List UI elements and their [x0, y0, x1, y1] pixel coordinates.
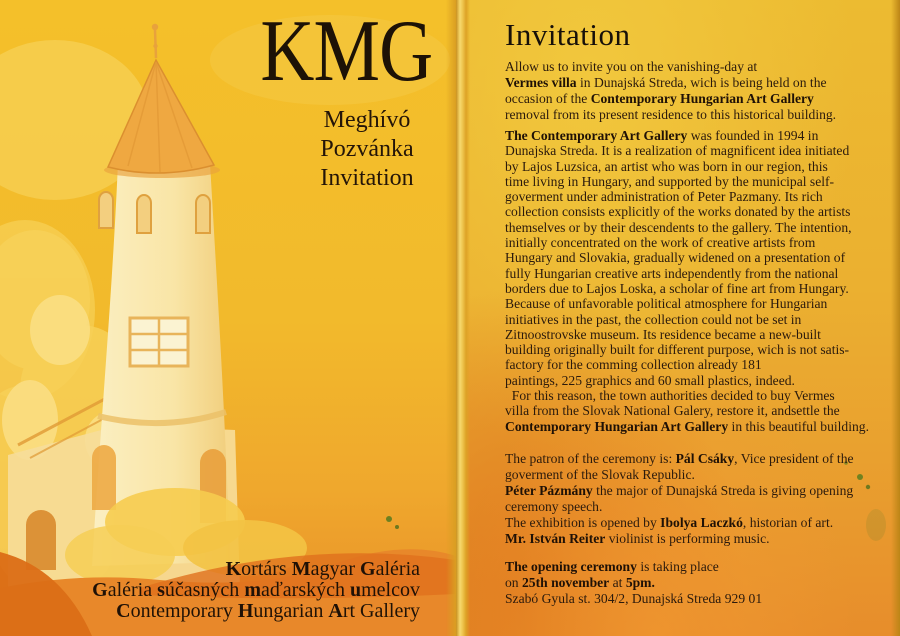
- text-line: [505, 373, 869, 388]
- text: in this beautiful building.: [728, 418, 869, 434]
- text: themselves or by their descendents to the gallery. The intention,: [505, 219, 852, 235]
- text: at: [609, 575, 626, 590]
- bold-text: Mr. István Reiter: [505, 531, 606, 546]
- text: ontemporary: [130, 600, 238, 622]
- text: Dunajska Streda. It is a realization of magnificent idea initiated: [505, 143, 850, 159]
- text: villa from the Slovak National Galery, restore it, andsettle the: [505, 403, 840, 419]
- text: is taking place: [636, 559, 719, 574]
- text: Because of unfavorable political atmosphere for Hungarian: [505, 296, 828, 312]
- text: goverment under administration of Peter Pazmany. Its rich: [505, 189, 823, 205]
- gallery-monogram: KMG: [259, 3, 432, 100]
- text-line: [505, 250, 869, 265]
- bold-text: The opening ceremony: [505, 559, 637, 574]
- text: collection consists explicitly of the works donated by the artists: [505, 204, 851, 220]
- text-line: [505, 159, 869, 174]
- text: in Dunajská Streda, wich is being held on the: [576, 75, 827, 90]
- text: , Vice president of the: [734, 451, 854, 466]
- text: The exhibition is opened by: [505, 515, 661, 530]
- text-line: [505, 143, 869, 158]
- text: Hungary and Slovakia, gradually widened on a presentation of: [505, 250, 846, 266]
- gallery-name-footer: [92, 559, 420, 622]
- text: factory for the comming collection already 181: [505, 357, 762, 373]
- bold-text: H: [237, 600, 254, 622]
- text-line: [505, 59, 836, 75]
- text: melcov: [361, 579, 420, 601]
- text: removal from its present residence to this historical building.: [505, 107, 837, 122]
- text: aléria: [375, 558, 420, 580]
- text-line: [505, 515, 854, 531]
- text-line: [505, 531, 854, 547]
- paragraph-intro: [505, 59, 836, 123]
- text-line: [505, 342, 869, 357]
- paragraph-ceremony-people: [505, 451, 854, 547]
- text: aďarských: [260, 579, 350, 601]
- text-line: [505, 220, 869, 235]
- bold-text: 25th november: [522, 575, 610, 590]
- bold-text: C: [116, 600, 131, 622]
- text: occasion of the: [505, 91, 591, 106]
- text-line: [505, 266, 869, 281]
- text-line: [92, 559, 420, 580]
- text: Allow us to invite you on the vanishing-day at: [505, 59, 758, 74]
- bold-text: M: [291, 558, 311, 580]
- text-line: [505, 204, 869, 219]
- text: For this reason, the town authorities decided to buy Vermes: [505, 388, 835, 404]
- bold-text: u: [350, 579, 362, 601]
- invitation-heading: Invitation: [505, 17, 631, 52]
- text-line: [505, 591, 762, 607]
- text: was founded in 1994 in: [687, 128, 819, 143]
- text-line: [505, 559, 762, 575]
- fold-shadow-left: [446, 0, 456, 636]
- text-line: [505, 312, 869, 327]
- text: agyar: [310, 558, 361, 580]
- bold-text: G: [92, 579, 108, 601]
- bold-text: The Contemporary Art Gallery: [505, 128, 688, 143]
- text-line: [92, 601, 420, 622]
- text: Zitnoostrovske museum. Its residence became a new-built: [505, 326, 821, 342]
- text: borders due to Lajos Loska, a scholar of fine art from Hungary.: [505, 280, 849, 296]
- bold-text: Contemporary Hungarian Art Gallery: [505, 418, 729, 434]
- text-line: [505, 403, 869, 418]
- text: Pozvánka: [320, 136, 414, 162]
- text: , historian of art.: [742, 515, 834, 530]
- bold-text: Vermes villa: [505, 75, 577, 90]
- text: time living in Hungary, and supported by the municipal self-: [505, 173, 835, 189]
- text: ungarian: [253, 600, 329, 622]
- bold-text: K: [225, 558, 242, 580]
- fold-highlight: [456, 0, 470, 636]
- text: by Lajos Luzsica, an artist who was born in our region, this: [505, 158, 828, 174]
- text-line: [505, 451, 854, 467]
- text: goverment of the Slovak Republic.: [505, 467, 695, 482]
- text-line: [505, 467, 854, 483]
- text: paintings, 225 graphics and 60 small plastics, indeed.: [505, 372, 795, 388]
- text: initiatives in the past, the collection could not be set in: [505, 311, 802, 327]
- text: fully Hungarian creative arts independently from the national: [505, 265, 839, 281]
- text-line: [505, 107, 836, 123]
- text-line: [302, 135, 432, 164]
- text-line: [505, 75, 836, 91]
- text-line: [302, 106, 432, 135]
- paned-window: [130, 318, 188, 366]
- text: ceremony speech.: [505, 499, 603, 514]
- text-line: [505, 499, 854, 515]
- text-line: [505, 483, 854, 499]
- text: violinist is performing music.: [605, 531, 770, 546]
- text-line: [302, 164, 432, 193]
- text: the major of Dunajská Streda is giving opening: [592, 483, 854, 498]
- right-panel: [456, 0, 900, 636]
- text-line: [505, 91, 836, 107]
- bold-text: Pál Csáky: [675, 451, 735, 466]
- text: aléria: [107, 579, 158, 601]
- text-line: [505, 296, 869, 311]
- text-line: [505, 189, 869, 204]
- bold-text: G: [360, 558, 376, 580]
- page-edge-shadow: [891, 0, 900, 636]
- paragraph-opening-details: [505, 559, 762, 607]
- bold-text: 5pm.: [625, 575, 655, 590]
- text: on: [505, 575, 522, 590]
- text: Szabó Gyula st. 304/2, Dunajská Streda 929 01: [505, 591, 763, 606]
- text: Invitation: [320, 165, 414, 191]
- text-line: [505, 128, 869, 143]
- bold-text: Ibolya Laczkó: [660, 515, 743, 530]
- text-line: [505, 174, 869, 189]
- green-smudge: [866, 509, 886, 541]
- text: initially concentrated on the work of creative artists from: [505, 235, 816, 251]
- bold-text: s: [157, 579, 165, 601]
- text: Meghívó: [323, 107, 411, 133]
- text-line: [505, 419, 869, 434]
- paragraph-gallery-history: [505, 128, 869, 434]
- text: rt Gallery: [342, 600, 420, 622]
- bold-text: A: [328, 600, 343, 622]
- text-line: [505, 575, 762, 591]
- text-line: [505, 388, 869, 403]
- text-line: [92, 580, 420, 601]
- bold-text: m: [244, 579, 261, 601]
- bold-text: Contemporary Hungarian Art Gallery: [590, 91, 814, 106]
- text-line: [505, 281, 869, 296]
- text-line: [505, 357, 869, 372]
- text: The patron of the ceremony is:: [505, 451, 676, 466]
- bold-text: Péter Pázmány: [505, 483, 593, 498]
- text: ortárs: [241, 558, 292, 580]
- text-line: [505, 235, 869, 250]
- text-line: [505, 327, 869, 342]
- invitation-subtitle: [302, 106, 432, 193]
- text: účasných: [164, 579, 245, 601]
- text: building originally built for different purpose, wich is not satis-: [505, 342, 850, 358]
- door-arch: [26, 510, 56, 570]
